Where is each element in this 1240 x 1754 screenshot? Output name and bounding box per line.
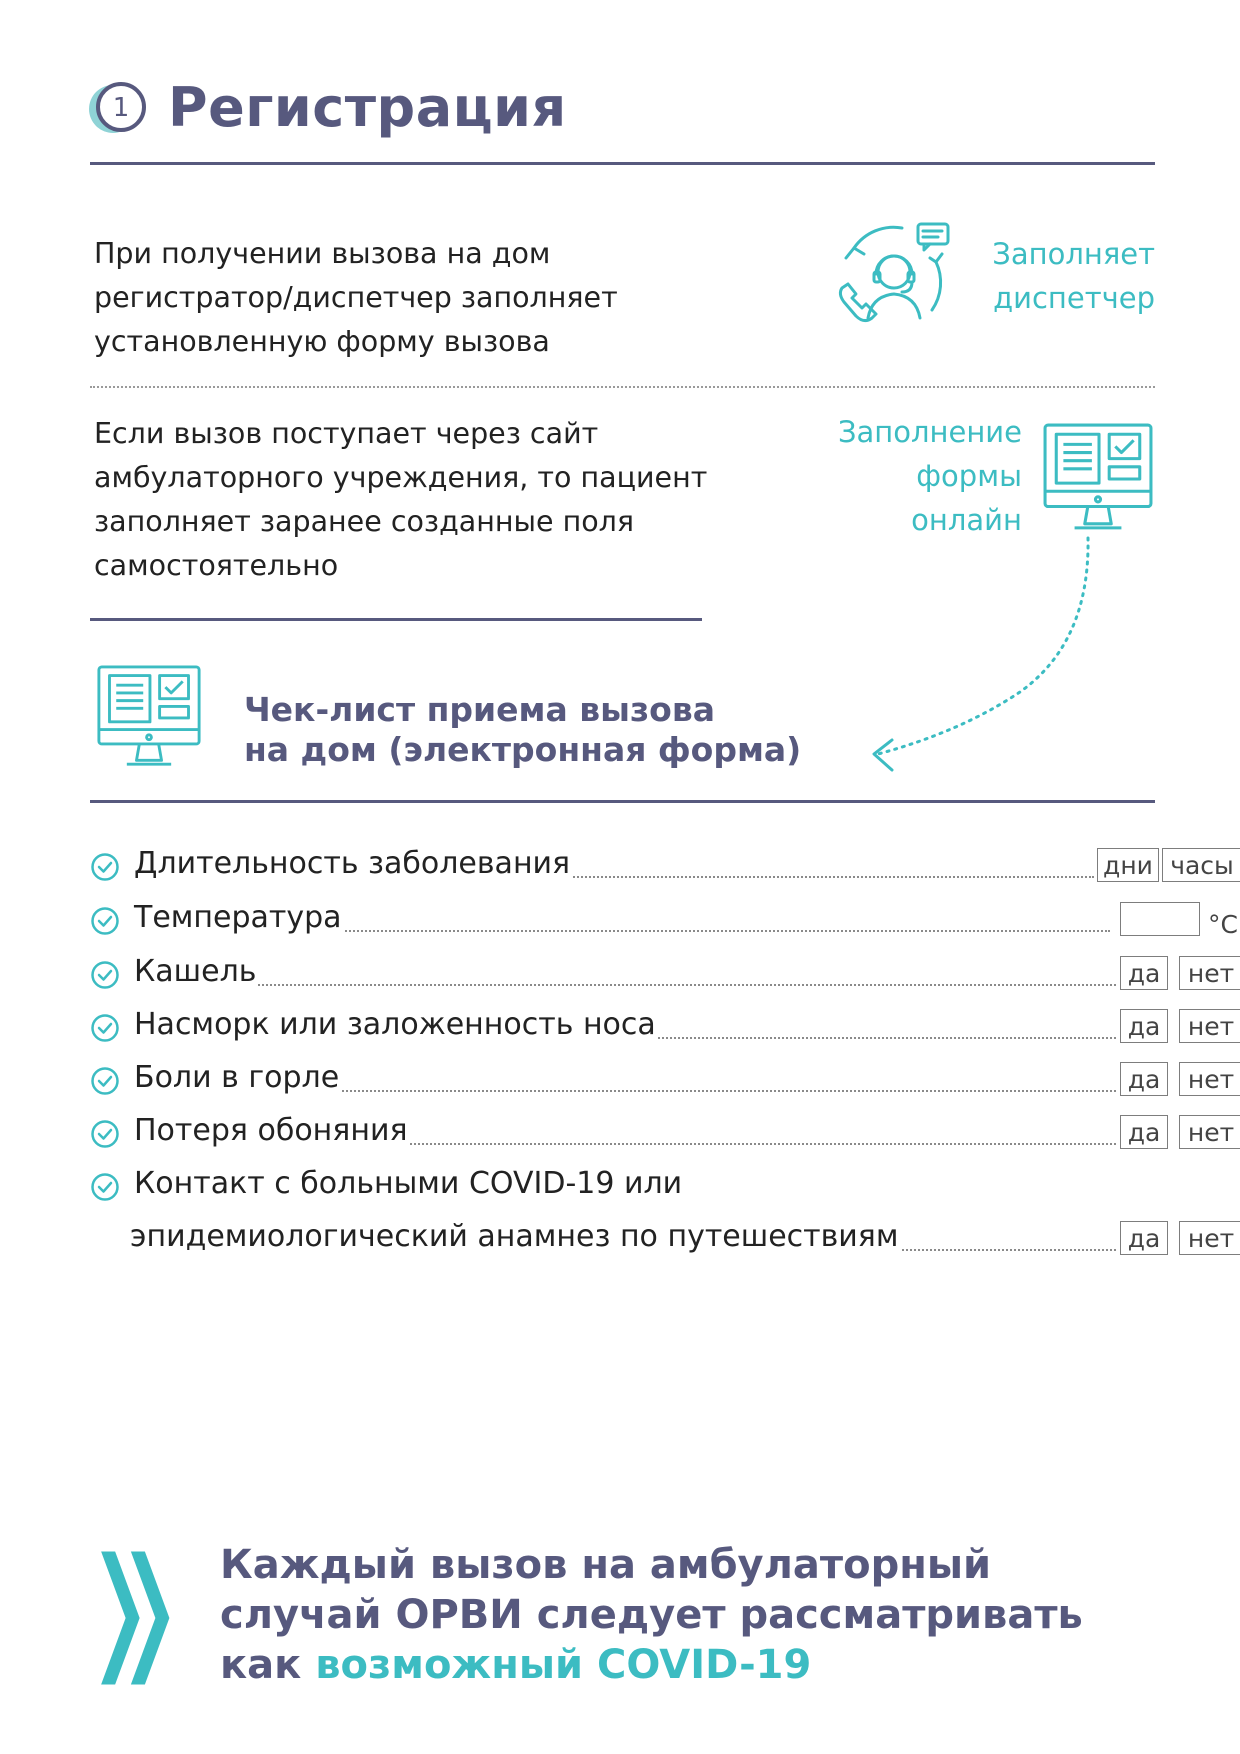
option-hours[interactable]: часы xyxy=(1162,848,1240,882)
option-no[interactable]: нет xyxy=(1179,1062,1240,1096)
item-label: Длительность заболевания xyxy=(134,842,572,886)
option-yes[interactable]: да xyxy=(1120,1062,1168,1096)
svg-text:1: 1 xyxy=(112,93,130,123)
bottom-note: Каждый вызов на амбулаторный случай ОРВИ следует рассматривать как возможный COVID-19 xyxy=(220,1542,1083,1688)
highlight-covid: возможный COVID-19 xyxy=(315,1642,812,1688)
temperature-unit: °С xyxy=(1208,910,1238,939)
checklist-item-loss-of-smell xyxy=(90,1109,1235,1153)
online-text: Если вызов поступает через сайт амбулаторного учреждения, то пациент заполняет заранее созданные поля самостоятельно xyxy=(94,417,708,582)
checklist-divider xyxy=(90,800,1155,803)
checklist-item-runny-nose xyxy=(90,1003,1235,1047)
option-yes[interactable]: да xyxy=(1120,1221,1168,1255)
checklist-title: Чек-лист приема вызова на дом (электронная форма) xyxy=(244,690,802,769)
checklist-item-temperature xyxy=(90,896,1238,940)
dotted-arrow xyxy=(840,532,1100,782)
online-divider xyxy=(90,618,702,621)
option-yes[interactable]: да xyxy=(1120,956,1168,990)
option-no[interactable]: нет xyxy=(1179,1009,1240,1043)
item-label: Потеря обоняния xyxy=(134,1109,410,1153)
item-label: Контакт с больными COVID-19 или xyxy=(134,1162,684,1206)
checklist-item-covid-contact xyxy=(90,1162,1155,1206)
option-no[interactable]: нет xyxy=(1179,1221,1240,1255)
option-days[interactable]: дни xyxy=(1097,848,1159,882)
item-label: Насморк или заложенность носа xyxy=(134,1003,658,1047)
checklist-item-cough xyxy=(90,950,1235,994)
check-circle-icon xyxy=(90,1172,120,1202)
check-circle-icon xyxy=(90,906,120,936)
computer-form-icon xyxy=(1042,422,1154,534)
online-label: Заполнение формы онлайн xyxy=(837,415,1022,537)
dispatcher-label: Заполняет диспетчер xyxy=(992,237,1155,315)
dotted-leader xyxy=(134,984,1116,986)
item-label: Боли в горле xyxy=(134,1056,341,1100)
item-label: Кашель xyxy=(134,950,258,994)
checklist-item-duration xyxy=(90,842,1234,886)
checklist-item-covid-contact-line2 xyxy=(90,1215,1235,1259)
option-no[interactable]: нет xyxy=(1179,956,1240,990)
item-label-continued: эпидемиологический анамнез по путешествиям xyxy=(130,1215,901,1259)
option-yes[interactable]: да xyxy=(1120,1115,1168,1149)
double-chevron-icon xyxy=(92,1548,182,1688)
check-circle-icon xyxy=(90,1066,120,1096)
call-center-operator-icon xyxy=(832,218,952,338)
check-circle-icon xyxy=(90,960,120,990)
check-circle-icon xyxy=(90,1013,120,1043)
option-yes[interactable]: да xyxy=(1120,1009,1168,1043)
checklist-form-icon xyxy=(96,664,202,770)
temperature-input[interactable] xyxy=(1120,902,1200,936)
checklist-item-sore-throat xyxy=(90,1056,1235,1100)
header-divider xyxy=(90,162,1155,165)
section-separator xyxy=(90,386,1155,388)
option-no[interactable]: нет xyxy=(1179,1115,1240,1149)
item-label: Температура xyxy=(134,896,344,940)
step-number-badge xyxy=(88,78,148,138)
check-circle-icon xyxy=(90,852,120,882)
page-title: Регистрация xyxy=(168,76,567,139)
check-circle-icon xyxy=(90,1119,120,1149)
dispatcher-text: При получении вызова на дом регистратор/диспетчер заполняет установленную форму вызова xyxy=(94,237,618,358)
